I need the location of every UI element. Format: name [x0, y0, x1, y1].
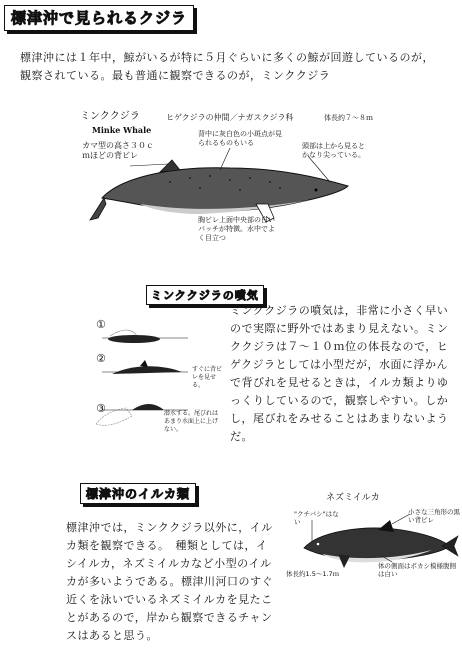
- minke-back-note: 背中に灰白色の小斑点が見られるものもいる: [198, 130, 282, 147]
- porpoise-fin-note: 小さな三角形の黒い背ビレ: [408, 508, 460, 524]
- spout-step2-note: すぐに背ビレを見せる。: [192, 366, 223, 389]
- spout-step-1: ①: [96, 318, 106, 331]
- minke-fin-note: カマ型の高さ３０ｃｍほどの背ビレ: [82, 141, 154, 160]
- dolphin-paragraph: 標津沖では，ミンククジラ以外に，イルカ類を観察できる。 種類としては，イシイルカ，ネズミイルカなど小型のイルカが多いようである。標津川河口のすぐ近くを泳いでいるネズミイルカを見たことがあるので，岸から観察できるチャンスはあると思う。: [66, 521, 273, 642]
- minke-head-note: 頭部は上から見るとかなり尖っている。: [302, 142, 365, 159]
- minke-length: 体長約７～８ｍ: [324, 114, 373, 122]
- minke-whale-figure: [80, 108, 380, 243]
- porpoise-length: 体長約1.5～1.7ｍ: [286, 570, 340, 578]
- porpoise-name: ネズミイルカ: [326, 493, 380, 503]
- section-title-dolphins: 標津沖のイルカ類: [80, 483, 196, 504]
- porpoise-figure: [282, 494, 460, 590]
- minke-family: ヒゲクジラの仲間／ナガスクジラ科: [166, 113, 294, 122]
- spout-step-3: ③: [96, 402, 106, 415]
- spout-diagram: [92, 318, 222, 443]
- spout-step3-note: 潜水する。尾びれはあまり水面上に上げない。: [164, 410, 219, 433]
- section-title-spout: ミンククジラの噴気: [146, 285, 264, 305]
- porpoise-beak-note: "クチバシ"はない: [294, 510, 339, 526]
- minke-patch-note: 胸ビレ上面中央部の白いパッチが特徴。水中でよく目立つ: [198, 216, 275, 242]
- intro-paragraph: 標津沖には１年中，鯨がいるが特に５月ぐらいに多くの鯨が回遊しているのが，観察されている。最も普通に観察できるのが，ミンククジラ: [20, 51, 434, 82]
- spout-paragraph: ミンククジラの噴気は，非常に小さく早いので実際に野外ではあまり見えない。ミンククジラは７～１０ｍ位の体長なので，ヒゲクジラとしては小型だが，水面に浮かんで背びれを見せるときは，イルカ類よりゆっくりしているので，観察しやすい。しかし，尾びれをみせることはあまりないようだ。: [230, 304, 449, 443]
- minke-name-jp: ミンククジラ: [80, 111, 140, 122]
- minke-name-en: Minke Whale: [92, 125, 152, 135]
- spout-step-2: ②: [96, 352, 106, 365]
- porpoise-side-note: 体の側面はボカシ模様腹側は白い: [378, 562, 456, 578]
- page-title: 標津沖で見られるクジラ: [4, 5, 194, 31]
